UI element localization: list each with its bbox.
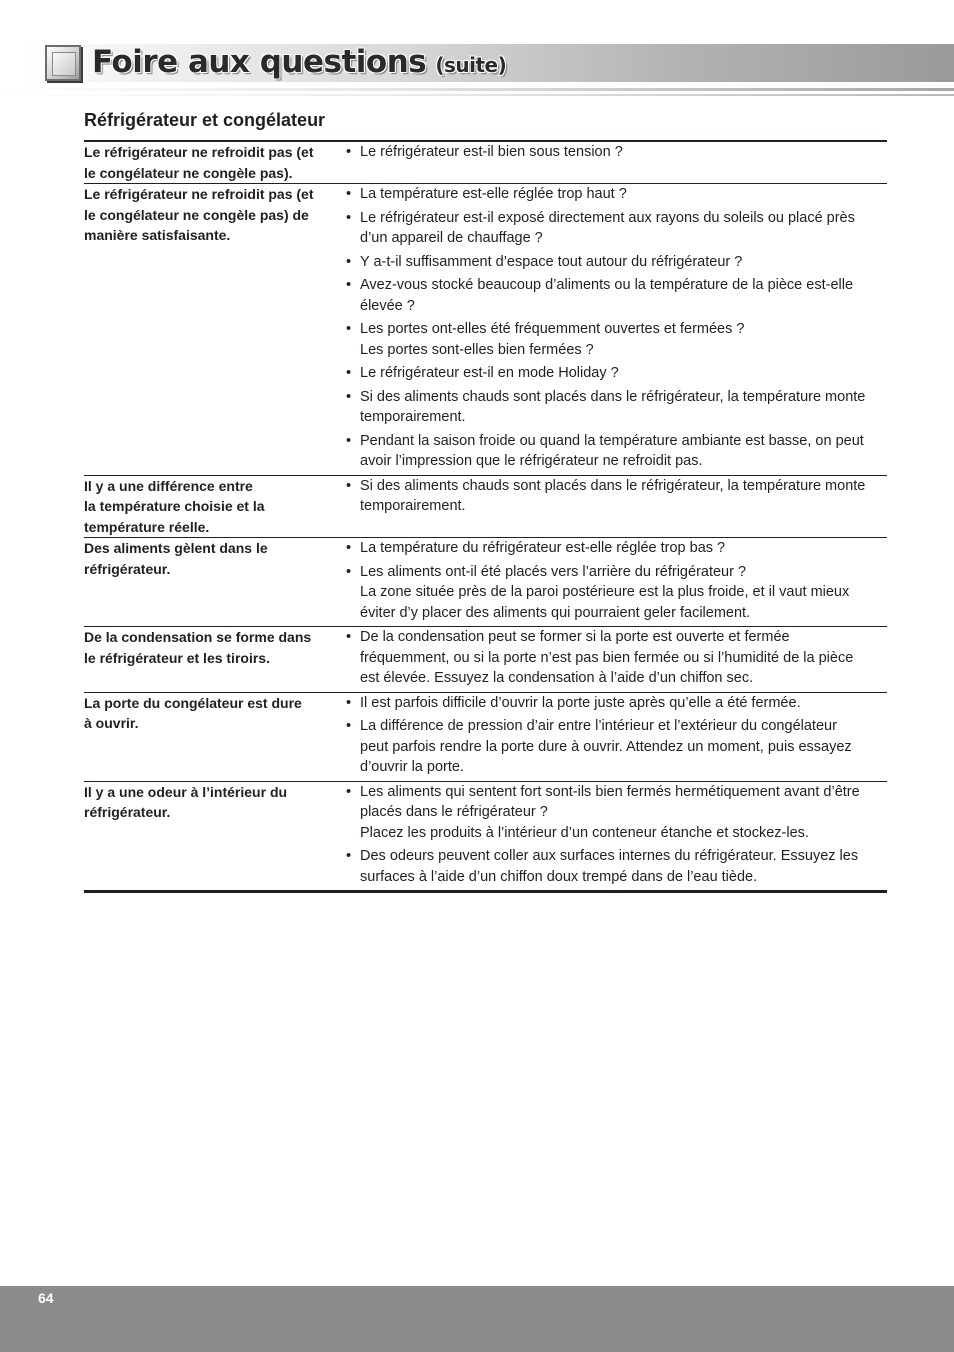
faq-answer-line: avoir l’impression que le réfrigérateur ne refroidit pas. — [360, 453, 703, 469]
faq-question-line: le congélateur ne congèle pas) de — [84, 206, 309, 223]
header-rule-secondary — [0, 94, 954, 96]
faq-question-line: le congélateur ne congèle pas). — [84, 164, 293, 181]
faq-answers — [338, 184, 887, 476]
faq-row — [84, 184, 887, 476]
faq-answer-line: La zone située près de la paroi postérieure est la plus froide, et il vaut mieux — [360, 584, 850, 600]
faq-answers — [338, 692, 887, 781]
header-rule — [0, 88, 954, 91]
faq-question-line: Le réfrigérateur ne refroidit pas (et — [84, 144, 314, 160]
faq-answer-line: • Y a-t-il suffisamment d’espace tout autour du réfrigérateur ? — [360, 253, 743, 270]
faq-question-line: De la condensation se forme dans — [84, 629, 312, 645]
faq-answer-item — [338, 208, 887, 249]
faq-answer-item — [338, 562, 887, 624]
faq-answer-line: d’un appareil de chauffage ? — [360, 230, 543, 246]
faq-answers — [338, 475, 887, 538]
faq-answer-line: éviter d’y placer des aliments qui pourraient geler facilement. — [360, 604, 751, 621]
page-number: 64 — [38, 1290, 54, 1306]
faq-question-line: manière satisfaisante. — [84, 227, 231, 243]
faq-question — [84, 627, 338, 693]
page-title-suffix: (suite) — [435, 53, 507, 77]
faq-answers — [338, 141, 887, 184]
faq-answer-item — [338, 252, 887, 273]
faq-answer-line: d’ouvrir la porte. — [360, 759, 464, 775]
faq-answer-line: • Il est parfois difficile d’ouvrir la porte juste après qu’elle a été fermée. — [360, 694, 801, 711]
faq-row — [84, 475, 887, 538]
faq-question-line: le réfrigérateur et les tiroirs. — [84, 649, 270, 666]
faq-answer-line: • Le réfrigérateur est-il bien sous tension ? — [360, 144, 623, 160]
footer-bar — [0, 1286, 954, 1352]
faq-question-line: Il y a une différence entre — [84, 477, 253, 494]
faq-row — [84, 141, 887, 184]
faq-answer-line: • Pendant la saison froide ou quand la température ambiante est basse, on peut — [360, 432, 864, 449]
faq-answer-item — [338, 538, 887, 559]
faq-answer-line: • De la condensation peut se former si la porte est ouverte et fermée — [360, 629, 790, 645]
faq-question — [84, 538, 338, 627]
faq-answer-item — [338, 476, 887, 517]
faq-answer-item — [338, 363, 887, 384]
faq-answer-line: • La température est-elle réglée trop haut ? — [360, 186, 627, 202]
faq-question-line: température réelle. — [84, 518, 210, 535]
faq-answer-line: • Les aliments qui sentent fort sont-ils bien fermés hermétiquement avant d’être — [360, 783, 860, 800]
faq-row — [84, 781, 887, 892]
faq-question — [84, 692, 338, 781]
faq-answer-line: • Avez-vous stocké beaucoup d’aliments ou la température de la pièce est-elle — [360, 277, 854, 293]
faq-answer-item — [338, 184, 887, 205]
faq-answer-item — [338, 431, 887, 472]
faq-table — [84, 140, 887, 893]
faq-answer-line: • Si des aliments chauds sont placés dans le réfrigérateur, la température monte — [360, 477, 866, 494]
faq-answer-item — [338, 627, 887, 689]
faq-answer-line: fréquemment, ou si la porte n’est pas bien fermée ou si l’humidité de la pièce — [360, 649, 854, 666]
faq-answer-line: est élevée. Essuyez la condensation à l’aide d’un chiffon sec. — [360, 670, 754, 686]
page-title — [92, 42, 506, 82]
faq-table-body — [84, 141, 887, 892]
faq-answers — [338, 627, 887, 693]
faq-question-line: réfrigérateur. — [84, 560, 171, 577]
faq-answers — [338, 781, 887, 892]
faq-answer-line: temporairement. — [360, 498, 466, 514]
faq-question-line: à ouvrir. — [84, 715, 139, 731]
faq-question-line: la température choisie et la — [84, 498, 265, 514]
faq-answer-item — [338, 142, 887, 163]
faq-answer-line: • La différence de pression d’air entre l’intérieur et l’extérieur du congélateur — [360, 718, 837, 734]
faq-answer-line: Les portes sont-elles bien fermées ? — [360, 341, 594, 358]
faq-answer-line: • La température du réfrigérateur est-elle réglée trop bas ? — [360, 540, 726, 556]
page-title-main: Foire aux questions — [92, 44, 427, 80]
faq-answer-item — [338, 387, 887, 428]
header-square-icon — [45, 45, 81, 81]
faq-question — [84, 184, 338, 476]
faq-answer-line: • Le réfrigérateur est-il exposé directement aux rayons du soleils ou placé près — [360, 209, 855, 226]
section-title: Réfrigérateur et congélateur — [84, 110, 326, 130]
faq-answer-line: • Des odeurs peuvent coller aux surfaces internes du réfrigérateur. Essuyez les — [360, 848, 859, 864]
faq-answer-line: • Les portes ont-elles été fréquemment ouvertes et fermées ? — [360, 321, 745, 337]
faq-answer-item — [338, 275, 887, 316]
faq-question-line: réfrigérateur. — [84, 804, 171, 820]
faq-answer-line: • Les aliments ont-il été placés vers l’arrière du réfrigérateur ? — [360, 563, 747, 580]
faq-answers — [338, 538, 887, 627]
faq-answer-item — [338, 716, 887, 778]
faq-answer-line: surfaces à l’aide d’un chiffon doux trempé dans de l’eau tiède. — [360, 868, 758, 885]
faq-question — [84, 781, 338, 892]
faq-answer-line: peut parfois rendre la porte dure à ouvrir. Attendez un moment, puis essayez — [360, 738, 852, 755]
faq-answer-item — [338, 693, 887, 714]
faq-row — [84, 692, 887, 781]
faq-question-line: Le réfrigérateur ne refroidit pas (et — [84, 186, 314, 202]
faq-answer-item — [338, 319, 887, 360]
faq-row — [84, 538, 887, 627]
faq-answer-line: élevée ? — [360, 297, 415, 314]
faq-answer-line: temporairement. — [360, 409, 466, 425]
faq-question — [84, 141, 338, 184]
faq-answer-line: placés dans le réfrigérateur ? — [360, 804, 548, 820]
faq-question — [84, 475, 338, 538]
faq-question-line: Il y a une odeur à l’intérieur du — [84, 783, 288, 800]
faq-answer-item — [338, 846, 887, 887]
faq-answer-line: • Le réfrigérateur est-il en mode Holiday ? — [360, 365, 619, 381]
faq-row — [84, 627, 887, 693]
faq-answer-line: Placez les produits à l’intérieur d’un conteneur étanche et stockez-les. — [360, 824, 809, 841]
faq-answer-line: • Si des aliments chauds sont placés dans le réfrigérateur, la température monte — [360, 388, 866, 405]
faq-question-line: La porte du congélateur est dure — [84, 694, 302, 711]
faq-question-line: Des aliments gèlent dans le — [84, 540, 268, 556]
faq-answer-item — [338, 782, 887, 844]
